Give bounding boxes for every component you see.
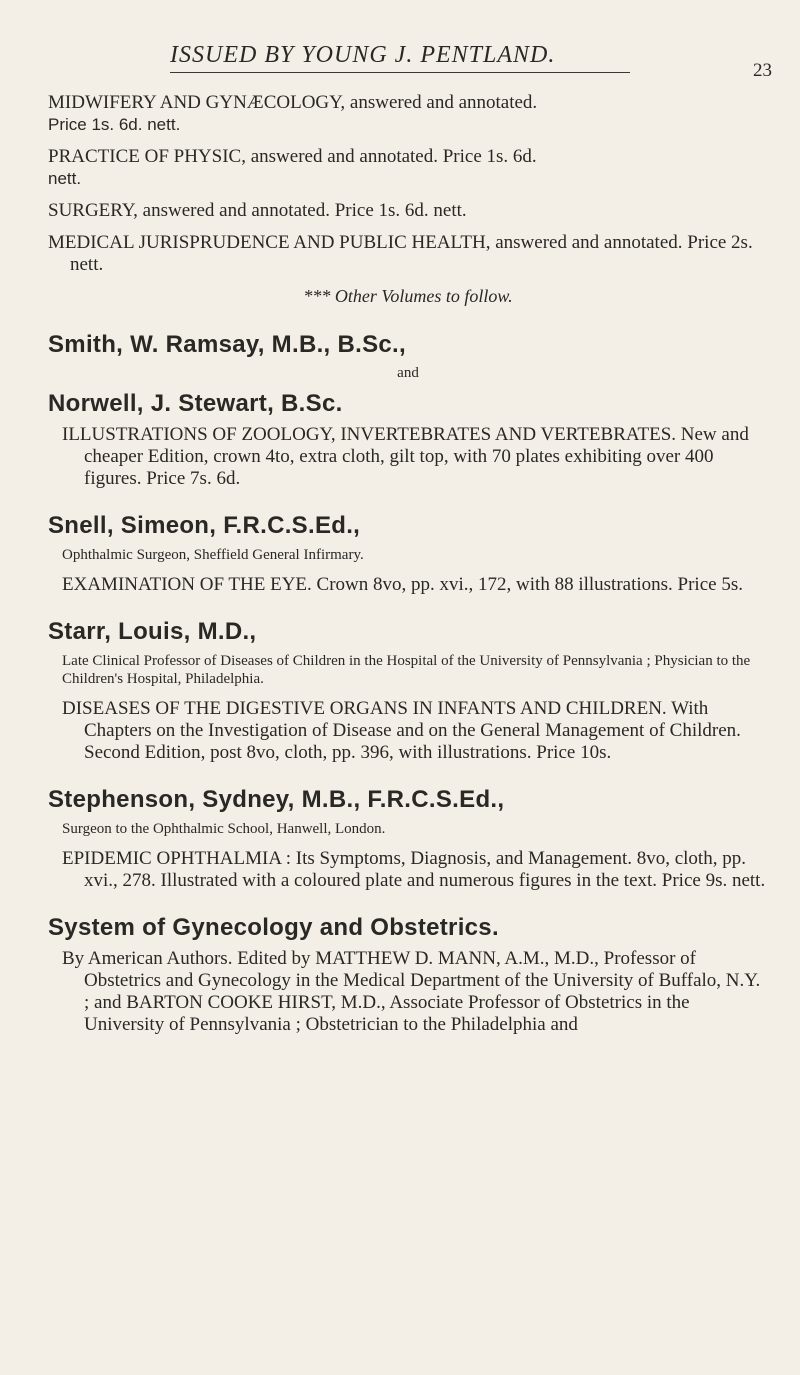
series-entry-physic [48,146,768,190]
author-description: Ophthalmic Surgeon, Sheffield General Infirmary. [62,547,364,563]
author-heading: Norwell, J. Stewart, B.Sc. [48,390,343,417]
work-entry: EPIDEMIC OPHTHALMIA : Its Symptoms, Diagnosis, and Management. 8vo, cloth, pp. xvi., 278. Illustrated with a coloured plate and numerous figures in the text. Price 9s. nett. [62,848,766,891]
author-heading: Smith, W. Ramsay, M.B., B.Sc., [48,331,406,358]
page-number: 23 [753,60,772,81]
series-title: MEDICAL JURISPRUDENCE AND PUBLIC HEALTH, answered and annotated. Price 2s. nett. [48,232,753,275]
page-content [48,92,768,1042]
series-price: nett. [48,169,82,188]
series-title: SURGERY, answered and annotated. Price 1s. 6d. nett. [48,200,467,221]
work-entry: EXAMINATION OF THE EYE. Crown 8vo, pp. xvi., 172, with 88 illustrations. Price 5s. [62,574,743,595]
series-entry-midwifery [48,92,768,136]
work-entry: ILLUSTRATIONS OF ZOOLOGY, INVERTEBRATES AND VERTEBRATES. New and cheaper Edition, crown 4to, extra cloth, gilt top, with 70 plates exhibiting over 400 figures. Price 7s. 6d. [62,424,749,489]
series-note: *** Other Volumes to follow. [303,286,513,306]
running-header: ISSUED BY YOUNG J. PENTLAND. [170,42,630,73]
series-price: Price 1s. 6d. nett. [48,115,181,134]
author-heading: Stephenson, Sydney, M.B., F.R.C.S.Ed., [48,786,505,813]
author-description: Surgeon to the Ophthalmic School, Hanwell, London. [62,821,386,837]
series-title: MIDWIFERY AND GYNÆCOLOGY, answered and annotated. [48,92,538,113]
author-heading: System of Gynecology and Obstetrics. [48,914,499,941]
author-description: Late Clinical Professor of Diseases of Children in the Hospital of the University of Pennsylvania ; Physician to the Children's Hospital, Philadelphia. [62,653,751,687]
author-heading: Snell, Simeon, F.R.C.S.Ed., [48,512,361,539]
series-entry-jurisprudence [48,232,768,276]
author-heading: Starr, Louis, M.D., [48,618,257,645]
work-entry: By American Authors. Edited by MATTHEW D. MANN, A.M., M.D., Professor of Obstetrics and Gynecology in the Medical Department of the University of Buffalo, N.Y. ; and BARTON COOKE HIRST, M.D., Associate Professor of Obstetrics in the University of Pennsylvania ; Obstetrician to the Philadelphia and [62,948,761,1035]
series-entry-surgery [48,200,768,222]
series-title: PRACTICE OF PHYSIC, answered and annotated. Price 1s. 6d. [48,146,537,167]
author-connector: and [397,365,419,381]
work-entry: DISEASES OF THE DIGESTIVE ORGANS IN INFANTS AND CHILDREN. With Chapters on the Investigation of Disease and on the General Management of Children. Second Edition, post 8vo, cloth, pp. 396, with illustrations. Price 10s. [62,698,741,763]
